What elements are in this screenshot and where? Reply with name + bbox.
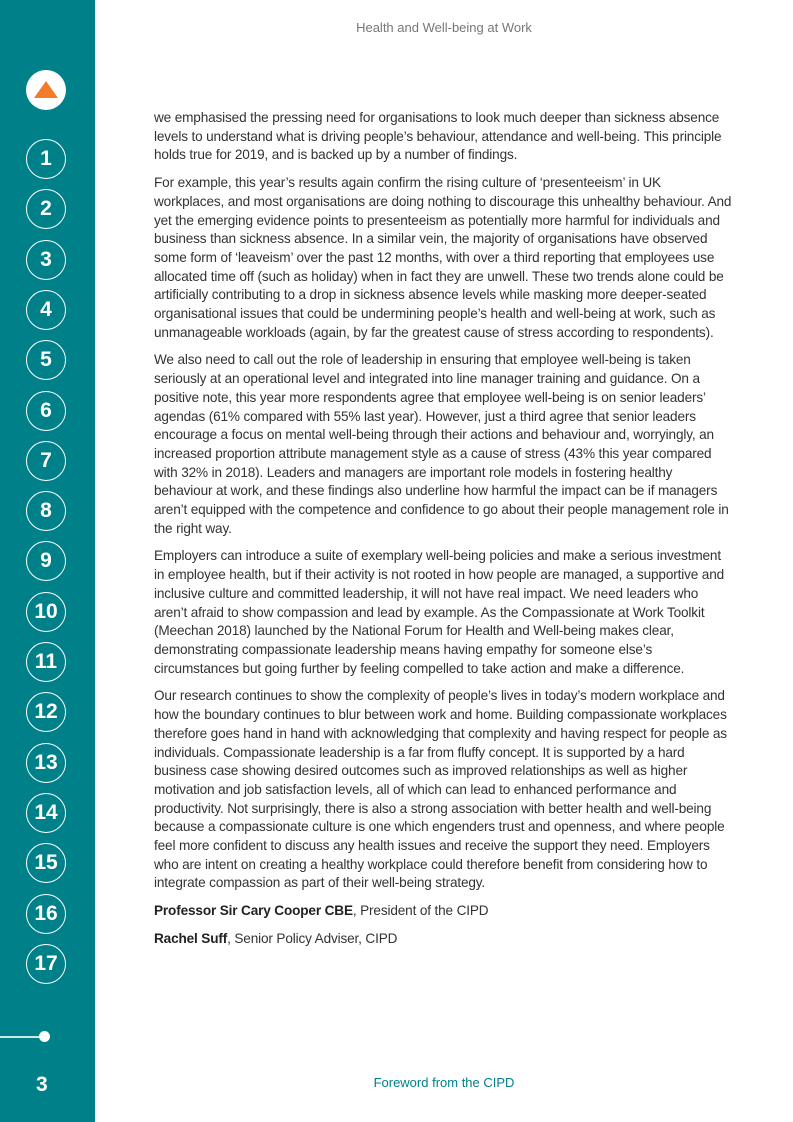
paragraph: we emphasised the pressing need for organisations to look much deeper than sickness absence levels to understand what is driving people’s behaviour, attendance and well-being. This principle holds true for 2019, and is backed up by a number of findings. (154, 110, 722, 163)
nav-chapter-10[interactable]: 10 (26, 592, 66, 632)
nav-chapter-8[interactable]: 8 (26, 491, 66, 531)
signature (154, 930, 734, 949)
nav-chapter-16[interactable]: 16 (26, 894, 66, 934)
signature (154, 902, 734, 921)
nav-chapter-12[interactable]: 12 (26, 692, 66, 732)
back-to-top-triangle-up-icon[interactable] (26, 70, 66, 110)
signature-role: , Senior Policy Adviser, CIPD (227, 930, 398, 946)
nav-chapter-6[interactable]: 6 (26, 391, 66, 431)
progress-dot (39, 1031, 50, 1042)
nav-chapter-3[interactable]: 3 (26, 240, 66, 280)
paragraph: Employers can introduce a suite of exemplary well-being policies and make a serious investment in employee health, but if their activity is not rooted in how people are managed, a supportive and inclusive culture and committed leadership, it will not have real impact. We need leaders who aren’t afraid to show compassion and lead by example. As the Compassionate at Work Toolkit (Meechan 2018) launched by the National Forum for Health and Well-being makes clear, demonstrating compassionate leadership means having empathy for someone else’s circumstances but going further by feeling compelled to take action and make a difference. (154, 548, 725, 676)
signature-name: Rachel Suff (154, 930, 228, 946)
page-number: 3 (36, 1073, 48, 1096)
paragraph: We also need to call out the role of leadership in ensuring that employee well-being is taken seriously at an operational level and integrated into line manager training and guidance. On a positive note, this year more respondents agree that employee well-being is on senior leaders’ agendas (61% compared with 55% last year). However, just a third agree that senior leaders encourage a focus on mental well-being through their actions and behaviour and, worryingly, an increased proportion attribute management style as a cause of stress (43% this year compared with 32% in 2018). Leaders and managers are important role models in fostering healthy behaviour at work, and these findings also underline how harmful the impact can be if managers aren’t equipped with the competence and confidence to go about their people management role in the right way. (154, 352, 729, 536)
nav-chapter-1[interactable]: 1 (26, 139, 66, 179)
signature-name: Professor Sir Cary Cooper CBE (154, 903, 353, 919)
signature-role: , President of the CIPD (352, 903, 489, 919)
running-header: Health and Well-being at Work (356, 20, 532, 35)
nav-chapter-17[interactable]: 17 (26, 944, 66, 984)
progress-line (0, 1036, 44, 1038)
paragraph: Our research continues to show the complexity of people’s lives in today’s modern workplace and how the boundary continues to blur between work and home. Building compassionate workplaces therefore goes hand in hand with acknowledging that complexity and having respect for people as individuals. Compassionate leadership is a far from fluffy concept. It is supported by a hard business case showing desired outcomes such as improved relationships as well as higher motivation and job satisfaction levels, all of which can lead to enhanced performance and productivity. Not surprisingly, there is also a strong association with better health and well-being because a compassionate culture is one which engenders trust and openness, and where people feel more confident to discuss any health issues and receive the support they need. Employers who are intent on creating a healthy workplace could therefore benefit from considering how to integrate compassion as part of their well-being strategy. (154, 688, 727, 891)
paragraph: For example, this year’s results again confirm the rising culture of ‘presenteeism’ in UK workplaces, and most organisations are doing nothing to discourage this unhealthy behaviour. And yet the emerging evidence points to presenteeism as potentially more harmful for individuals and business than sickness absence. In a similar vein, the majority of organisations have observed some form of ‘leaveism’ over the past 12 months, with over a third reporting that employees use allocated time off (such as holiday) when in fact they are unwell. These two trends alone could be artificially contributing to a drop in sickness absence levels while masking more deeper-seated organisational issues that could be undermining people’s health and well-being at work, such as unmanageable workloads (again, by far the greatest cause of stress according to respondents). (154, 175, 732, 340)
nav-chapter-9[interactable]: 9 (26, 541, 66, 581)
sidebar (0, 0, 95, 1122)
nav-chapter-11[interactable]: 11 (26, 642, 66, 682)
nav-chapter-5[interactable]: 5 (26, 340, 66, 380)
nav-chapter-13[interactable]: 13 (26, 743, 66, 783)
nav-chapter-15[interactable]: 15 (26, 843, 66, 883)
running-footer-section: Foreword from the CIPD (373, 1075, 515, 1090)
nav-chapter-7[interactable]: 7 (26, 441, 66, 481)
nav-chapter-4[interactable]: 4 (26, 290, 66, 330)
body-text (154, 109, 734, 958)
nav-chapter-14[interactable]: 14 (26, 793, 66, 833)
nav-chapter-2[interactable]: 2 (26, 189, 66, 229)
